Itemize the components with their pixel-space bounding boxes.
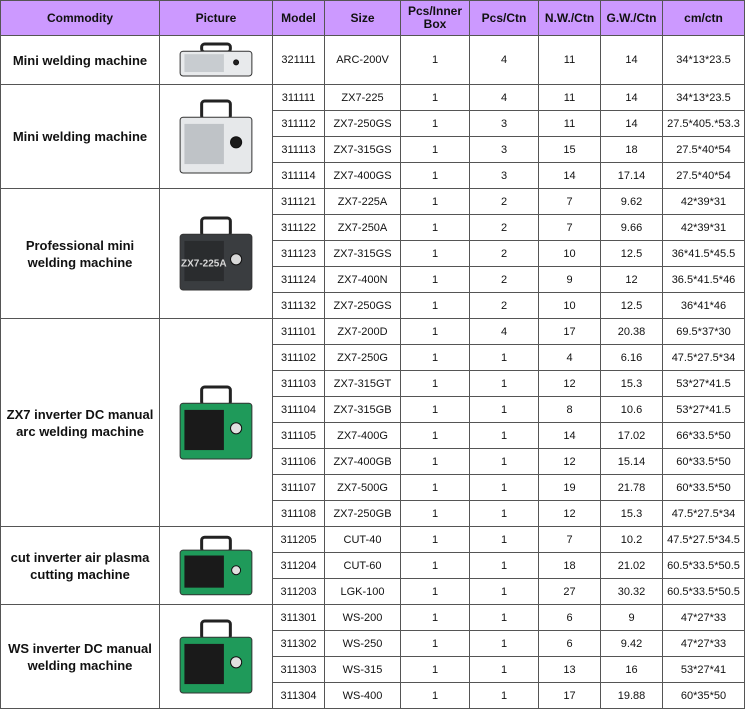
size-cell: ZX7-225A — [325, 189, 401, 215]
white-compact-welder-icon — [170, 40, 262, 80]
size-cell: ZX7-250GS — [325, 293, 401, 319]
header-size: Size — [325, 1, 401, 36]
size-cell: ZX7-500G — [325, 475, 401, 501]
green-inverter-welder-icon — [170, 378, 262, 468]
model-cell: 321111 — [273, 36, 325, 85]
size-cell: ZX7-315GB — [325, 397, 401, 423]
nw-cell: 14 — [539, 423, 601, 449]
gw-cell: 6.16 — [601, 345, 663, 371]
pcs-ctn-cell: 2 — [470, 293, 539, 319]
product-image — [160, 605, 272, 708]
dimension-cell: 36*41*46 — [663, 293, 745, 319]
size-cell: WS-400 — [325, 683, 401, 709]
handle-shape — [202, 218, 231, 236]
pcs-ctn-cell: 3 — [470, 163, 539, 189]
pcs-ctn-cell: 4 — [470, 319, 539, 345]
nw-cell: 7 — [539, 189, 601, 215]
model-cell: 311104 — [273, 397, 325, 423]
gw-cell: 16 — [601, 657, 663, 683]
pcs-inner-box-cell: 1 — [401, 371, 470, 397]
nw-cell: 17 — [539, 319, 601, 345]
commodity-cell: WS inverter DC manual welding machine — [1, 605, 160, 709]
pcs-inner-box-cell: 1 — [401, 36, 470, 85]
nw-cell: 17 — [539, 683, 601, 709]
picture-cell — [160, 85, 273, 189]
pcs-inner-box-cell: 1 — [401, 111, 470, 137]
pcs-inner-box-cell: 1 — [401, 657, 470, 683]
nw-cell: 18 — [539, 553, 601, 579]
knob-shape — [231, 422, 242, 433]
dimension-cell: 27.5*405.*53.3 — [663, 111, 745, 137]
model-cell: 311114 — [273, 163, 325, 189]
gw-cell: 9 — [601, 605, 663, 631]
model-cell: 311101 — [273, 319, 325, 345]
size-cell: ZX7-315GS — [325, 241, 401, 267]
gw-cell: 9.62 — [601, 189, 663, 215]
size-cell: ZX7-250A — [325, 215, 401, 241]
model-cell: 311105 — [273, 423, 325, 449]
nw-cell: 19 — [539, 475, 601, 501]
pcs-ctn-cell: 1 — [470, 449, 539, 475]
pcs-ctn-cell: 1 — [470, 397, 539, 423]
header-cm-ctn: cm/ctn — [663, 1, 745, 36]
pcs-ctn-cell: 1 — [470, 345, 539, 371]
size-cell: LGK-100 — [325, 579, 401, 605]
dimension-cell: 47.5*27.5*34 — [663, 345, 745, 371]
pcs-ctn-cell: 2 — [470, 241, 539, 267]
nw-cell: 8 — [539, 397, 601, 423]
commodity-cell: Mini welding machine — [1, 36, 160, 85]
nw-cell: 11 — [539, 111, 601, 137]
pcs-inner-box-cell: 1 — [401, 319, 470, 345]
table-row — [1, 36, 745, 85]
dimension-cell: 60*33.5*50 — [663, 475, 745, 501]
model-cell: 311106 — [273, 449, 325, 475]
gw-cell: 21.02 — [601, 553, 663, 579]
pcs-ctn-cell: 1 — [470, 579, 539, 605]
pcs-ctn-cell: 1 — [470, 553, 539, 579]
commodity-cell: cut inverter air plasma cutting machine — [1, 527, 160, 605]
size-cell: CUT-40 — [325, 527, 401, 553]
commodity-cell: Mini welding machine — [1, 85, 160, 189]
handle-shape — [202, 101, 231, 119]
model-cell: 311204 — [273, 553, 325, 579]
header-commodity: Commodity — [1, 1, 160, 36]
pcs-ctn-cell: 4 — [470, 85, 539, 111]
size-cell: WS-250 — [325, 631, 401, 657]
nw-cell: 27 — [539, 579, 601, 605]
pcs-ctn-cell: 1 — [470, 527, 539, 553]
picture-cell — [160, 189, 273, 319]
dimension-cell: 27.5*40*54 — [663, 163, 745, 189]
model-cell: 311112 — [273, 111, 325, 137]
gw-cell: 14 — [601, 111, 663, 137]
nw-cell: 11 — [539, 36, 601, 85]
knob-shape — [231, 656, 242, 667]
gw-cell: 10.6 — [601, 397, 663, 423]
gw-cell: 15.14 — [601, 449, 663, 475]
nw-cell: 4 — [539, 345, 601, 371]
panel-shape — [184, 123, 223, 163]
gw-cell: 15.3 — [601, 371, 663, 397]
pcs-inner-box-cell: 1 — [401, 683, 470, 709]
dimension-cell: 36.5*41.5*46 — [663, 267, 745, 293]
pcs-inner-box-cell: 1 — [401, 631, 470, 657]
model-cell: 311103 — [273, 371, 325, 397]
gw-cell: 9.66 — [601, 215, 663, 241]
pcs-inner-box-cell: 1 — [401, 293, 470, 319]
model-cell: 311113 — [273, 137, 325, 163]
size-cell: ZX7-250G — [325, 345, 401, 371]
header-pcs-ctn: Pcs/Ctn — [470, 1, 539, 36]
panel-shape — [184, 555, 223, 587]
model-cell: 311124 — [273, 267, 325, 293]
dimension-cell: 34*13*23.5 — [663, 85, 745, 111]
product-image — [160, 85, 272, 188]
picture-cell — [160, 36, 273, 85]
dimension-cell: 47.5*27.5*34.5 — [663, 527, 745, 553]
size-cell: CUT-60 — [325, 553, 401, 579]
table-row — [1, 85, 745, 111]
size-cell: WS-200 — [325, 605, 401, 631]
pcs-inner-box-cell: 1 — [401, 397, 470, 423]
nw-cell: 12 — [539, 501, 601, 527]
pcs-ctn-cell: 1 — [470, 657, 539, 683]
model-cell: 311302 — [273, 631, 325, 657]
model-cell: 311121 — [273, 189, 325, 215]
picture-cell — [160, 527, 273, 605]
size-cell: ARC-200V — [325, 36, 401, 85]
dimension-cell: 60.5*33.5*50.5 — [663, 553, 745, 579]
dimension-cell: 53*27*41 — [663, 657, 745, 683]
handle-shape — [202, 387, 231, 405]
pcs-inner-box-cell: 1 — [401, 553, 470, 579]
knob-shape — [234, 60, 239, 65]
size-cell: ZX7-200D — [325, 319, 401, 345]
gw-cell: 20.38 — [601, 319, 663, 345]
nw-cell: 15 — [539, 137, 601, 163]
table-row — [1, 189, 745, 215]
handle-shape — [202, 537, 231, 551]
model-cell: 311303 — [273, 657, 325, 683]
gw-cell: 30.32 — [601, 579, 663, 605]
dimension-cell: 47*27*33 — [663, 631, 745, 657]
gw-cell: 12.5 — [601, 241, 663, 267]
model-cell: 311132 — [273, 293, 325, 319]
gw-cell: 14 — [601, 36, 663, 85]
pcs-inner-box-cell: 1 — [401, 579, 470, 605]
commodity-cell: Professional mini welding machine — [1, 189, 160, 319]
nw-cell: 6 — [539, 631, 601, 657]
pcs-ctn-cell: 1 — [470, 475, 539, 501]
commodity-cell: ZX7 inverter DC manual arc welding machine — [1, 319, 160, 527]
gw-cell: 9.42 — [601, 631, 663, 657]
nw-cell: 6 — [539, 605, 601, 631]
panel-shape — [184, 54, 223, 72]
gw-cell: 17.14 — [601, 163, 663, 189]
size-cell: ZX7-250GB — [325, 501, 401, 527]
size-cell: ZX7-250GS — [325, 111, 401, 137]
pcs-inner-box-cell: 1 — [401, 137, 470, 163]
knob-shape — [231, 136, 242, 147]
nw-cell: 9 — [539, 267, 601, 293]
nw-cell: 7 — [539, 527, 601, 553]
dimension-cell: 42*39*31 — [663, 189, 745, 215]
table-row — [1, 319, 745, 345]
nw-cell: 10 — [539, 293, 601, 319]
pcs-inner-box-cell: 1 — [401, 605, 470, 631]
size-cell: ZX7-225 — [325, 85, 401, 111]
pcs-ctn-cell: 4 — [470, 36, 539, 85]
dimension-cell: 60*33.5*50 — [663, 449, 745, 475]
pcs-inner-box-cell: 1 — [401, 267, 470, 293]
size-cell: ZX7-400GB — [325, 449, 401, 475]
product-image — [160, 189, 272, 318]
dimension-cell: 53*27*41.5 — [663, 371, 745, 397]
pcs-ctn-cell: 1 — [470, 605, 539, 631]
nw-cell: 12 — [539, 371, 601, 397]
pcs-inner-box-cell: 1 — [401, 345, 470, 371]
product-image — [160, 319, 272, 526]
gw-cell: 12.5 — [601, 293, 663, 319]
dimension-cell: 60.5*33.5*50.5 — [663, 579, 745, 605]
dimension-cell: 60*35*50 — [663, 683, 745, 709]
nw-cell: 12 — [539, 449, 601, 475]
size-cell: ZX7-315GT — [325, 371, 401, 397]
dimension-cell: 53*27*41.5 — [663, 397, 745, 423]
model-cell: 311107 — [273, 475, 325, 501]
pcs-ctn-cell: 1 — [470, 501, 539, 527]
pcs-ctn-cell: 2 — [470, 267, 539, 293]
handle-shape — [202, 621, 231, 639]
product-image — [160, 36, 272, 84]
machine-label: ZX7-225A — [181, 258, 227, 270]
gw-cell: 18 — [601, 137, 663, 163]
pcs-inner-box-cell: 1 — [401, 423, 470, 449]
pcs-ctn-cell: 1 — [470, 423, 539, 449]
pcs-inner-box-cell: 1 — [401, 241, 470, 267]
nw-cell: 7 — [539, 215, 601, 241]
pcs-ctn-cell: 2 — [470, 189, 539, 215]
dimension-cell: 47.5*27.5*34 — [663, 501, 745, 527]
product-image — [160, 527, 272, 604]
header-gw-ctn: G.W./Ctn — [601, 1, 663, 36]
size-cell: ZX7-400N — [325, 267, 401, 293]
green-ws-welder-icon — [170, 612, 262, 702]
nw-cell: 10 — [539, 241, 601, 267]
pcs-inner-box-cell: 1 — [401, 85, 470, 111]
model-cell: 311102 — [273, 345, 325, 371]
size-cell: ZX7-315GS — [325, 137, 401, 163]
pcs-ctn-cell: 1 — [470, 683, 539, 709]
pcs-inner-box-cell: 1 — [401, 189, 470, 215]
dimension-cell: 66*33.5*50 — [663, 423, 745, 449]
gw-cell: 12 — [601, 267, 663, 293]
pcs-inner-box-cell: 1 — [401, 449, 470, 475]
panel-shape — [184, 409, 223, 449]
gw-cell: 14 — [601, 85, 663, 111]
size-cell: ZX7-400GS — [325, 163, 401, 189]
pcs-ctn-cell: 2 — [470, 215, 539, 241]
gw-cell: 10.2 — [601, 527, 663, 553]
pcs-ctn-cell: 1 — [470, 371, 539, 397]
header-pcs-inner-box: Pcs/Inner Box — [401, 1, 470, 36]
panel-shape — [184, 643, 223, 683]
table-row — [1, 605, 745, 631]
pcs-inner-box-cell: 1 — [401, 475, 470, 501]
model-cell: 311108 — [273, 501, 325, 527]
dimension-cell: 27.5*40*54 — [663, 137, 745, 163]
gw-cell: 17.02 — [601, 423, 663, 449]
model-cell: 311123 — [273, 241, 325, 267]
dimension-cell: 36*41.5*45.5 — [663, 241, 745, 267]
gw-cell: 21.78 — [601, 475, 663, 501]
dimension-cell: 34*13*23.5 — [663, 36, 745, 85]
gw-cell: 15.3 — [601, 501, 663, 527]
table-row — [1, 527, 745, 553]
nw-cell: 11 — [539, 85, 601, 111]
model-cell: 311111 — [273, 85, 325, 111]
header-nw-ctn: N.W./Ctn — [539, 1, 601, 36]
dimension-cell: 47*27*33 — [663, 605, 745, 631]
model-cell: 311122 — [273, 215, 325, 241]
nw-cell: 13 — [539, 657, 601, 683]
pcs-inner-box-cell: 1 — [401, 527, 470, 553]
header-picture: Picture — [160, 1, 273, 36]
picture-cell — [160, 319, 273, 527]
pcs-ctn-cell: 3 — [470, 111, 539, 137]
picture-cell — [160, 605, 273, 709]
model-cell: 311301 — [273, 605, 325, 631]
dimension-cell: 42*39*31 — [663, 215, 745, 241]
gw-cell: 19.88 — [601, 683, 663, 709]
pcs-inner-box-cell: 1 — [401, 163, 470, 189]
knob-shape — [231, 253, 242, 264]
size-cell: ZX7-400G — [325, 423, 401, 449]
nw-cell: 14 — [539, 163, 601, 189]
pcs-ctn-cell: 3 — [470, 137, 539, 163]
model-cell: 311203 — [273, 579, 325, 605]
header-model: Model — [273, 1, 325, 36]
model-cell: 311304 — [273, 683, 325, 709]
model-cell: 311205 — [273, 527, 325, 553]
pcs-ctn-cell: 1 — [470, 631, 539, 657]
knob-shape — [232, 565, 241, 574]
header-row — [1, 1, 745, 36]
white-welder-with-handle-icon — [170, 92, 262, 182]
size-cell: WS-315 — [325, 657, 401, 683]
dark-grey-welder-icon — [170, 209, 262, 299]
green-plasma-cutter-icon — [170, 530, 262, 602]
pcs-inner-box-cell: 1 — [401, 215, 470, 241]
dimension-cell: 69.5*37*30 — [663, 319, 745, 345]
pcs-inner-box-cell: 1 — [401, 501, 470, 527]
